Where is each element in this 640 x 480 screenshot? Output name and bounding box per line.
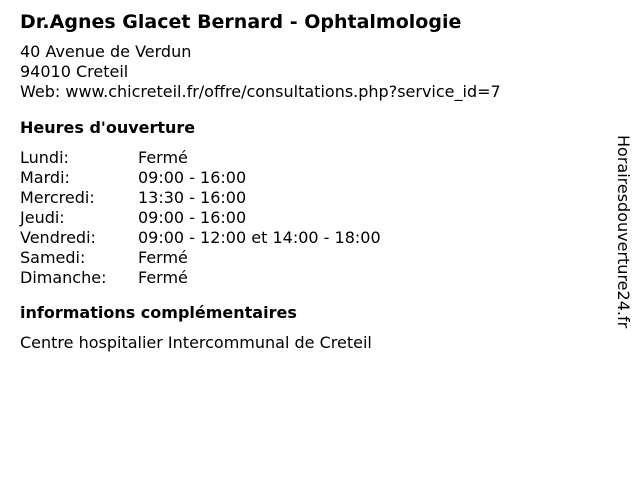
day-label: Jeudi: [20,208,65,227]
time-value: 09:00 - 12:00 et 14:00 - 18:00 [138,228,381,247]
hours-row-tuesday [20,168,600,188]
day-label: Dimanche: [20,268,107,287]
business-card [20,8,600,353]
day-label: Samedi: [20,248,86,267]
opening-hours-heading: Heures d'ouverture [20,118,196,137]
time-value: 09:00 - 16:00 [138,208,247,227]
time-value: 09:00 - 16:00 [138,168,247,187]
address-city: 94010 Creteil [20,62,129,81]
hours-row-thursday [20,208,600,228]
hours-row-friday [20,228,600,248]
time-value: 13:30 - 16:00 [138,188,247,207]
day-label: Vendredi: [20,228,96,247]
hours-row-wednesday [20,188,600,208]
hours-row-monday [20,148,600,168]
site-watermark: Horairesdouverture24.fr [614,135,633,329]
address-street: 40 Avenue de Verdun [20,42,192,61]
day-label: Mercredi: [20,188,95,207]
day-label: Lundi: [20,148,69,167]
hours-row-sunday [20,268,600,288]
time-value: Fermé [138,148,188,167]
additional-info-heading: informations complémentaires [20,303,297,322]
website-line[interactable]: Web: www.chicreteil.fr/offre/consultations.php?service_id=7 [20,82,501,101]
additional-info-text: Centre hospitalier Intercommunal de Creteil [20,333,372,352]
time-value: Fermé [138,268,188,287]
page-title: Dr.Agnes Glacet Bernard - Ophtalmologie [20,11,462,33]
opening-hours-table [20,148,600,288]
hours-row-saturday [20,248,600,268]
day-label: Mardi: [20,168,70,187]
time-value: Fermé [138,248,188,267]
